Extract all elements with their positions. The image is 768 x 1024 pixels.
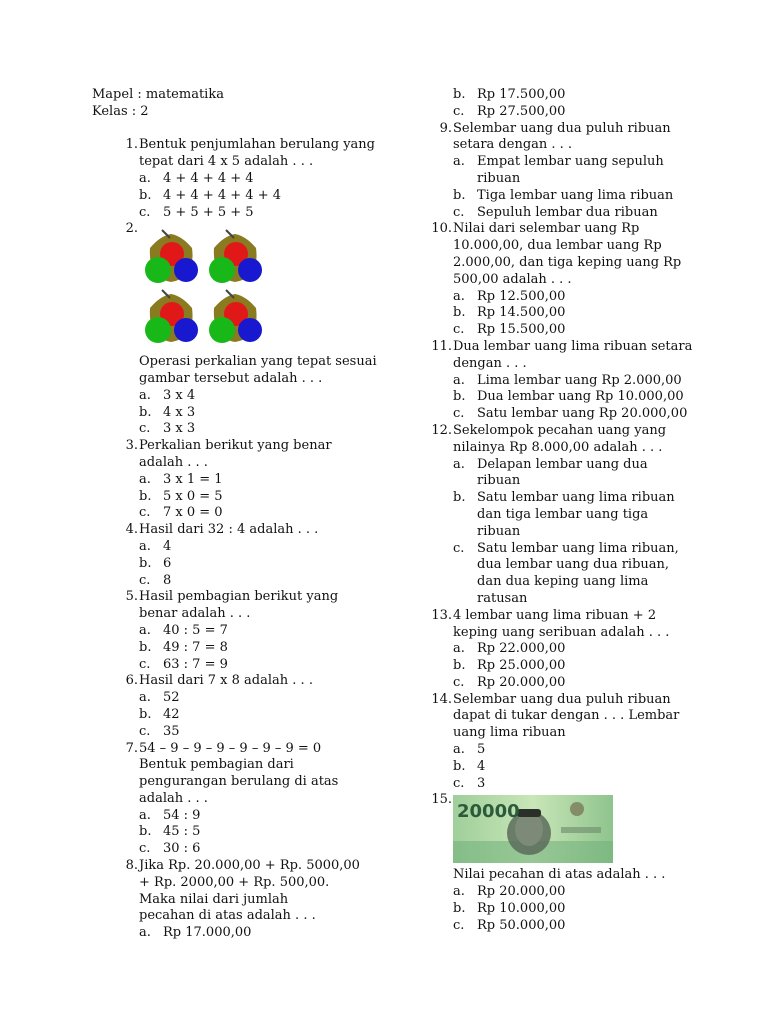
option-b: b. 5 x 0 = 5 xyxy=(139,488,223,504)
option-a: a. 54 : 9 xyxy=(139,807,201,823)
option-b: b. Rp 14.500,00 xyxy=(453,305,566,321)
bag-of-balls-image xyxy=(140,228,202,284)
option-c: c. 63 : 7 = 9 xyxy=(139,656,228,672)
option-c: c. 3 x 3 xyxy=(139,421,196,437)
left-column: Mapel : matematika Kelas : 2 1. Bentuk penjumlahan berulang yang tepat dari 4 x 5 adalah . . . a. 4 + 4 + 4 + 4 b. 4 + 4 + 4 + 4 + 4 c. 5 + 5 + 5 + 5 2. Operasi perkalian yang tepat sesuai gambar tersebut adalah . . . a. 3 x 4 b. 4 x 3 c. 3 x 3 3. Perkalian berikut yang benar adalah . . . a. 3 x 1 = 1 b. 5 x 0 = 5 c. 7 x 0 = 0 4. Hasil dari 32 : 4 adalah . . . a. 4 b. 6 c. 8 5. Hasil pembagian berikut yang benar adalah . . . a. 40 : 5 = 7 b. 49 : 7 = 8 c. 63 : 7 = 9 6. Hasil dari 7 x 8 adalah . . . a. 52 b. 42 c. 35 7. 54 – 9 – 9 – 9 – 9 – 9 – 9 = 0 Bentuk pembagian dari pengurangan berulang di atas adalah . . . a. 54 : 9 b. 45 : 5 c. 30 : 6 8. Jika Rp. 20.000,00 + Rp. 5000,00 + Rp. 2000,00 + Rp. 500,00. Maka nilai dari jumlah pecahan di atas adalah . . . a. Rp 17.000,00 xyxy=(92,87,392,942)
option-a: a. Lima lembar uang Rp 2.000,00 xyxy=(453,372,682,388)
option-a: a. Rp 22.000,00 xyxy=(453,641,566,657)
question-6: 6. Hasil dari 7 x 8 adalah . . . xyxy=(125,673,313,689)
question-8: 8. Jika Rp. 20.000,00 + Rp. 5000,00 xyxy=(125,858,360,874)
option-a: a. Rp 12.500,00 xyxy=(453,288,566,304)
bag-of-balls-image xyxy=(204,288,266,344)
option-b: b. 4 xyxy=(453,758,486,774)
question-3: 3. Perkalian berikut yang benar xyxy=(125,438,332,454)
class-line: Kelas : 2 xyxy=(92,103,149,119)
option-b: b. Rp 10.000,00 xyxy=(453,900,566,916)
option-a: a. Empat lembar uang sepuluh xyxy=(453,154,664,170)
question-1: 1. Bentuk penjumlahan berulang yang xyxy=(125,137,376,153)
option-b: b. Rp 25.000,00 xyxy=(453,658,566,674)
question-9: 9. Selembar uang dua puluh ribuan xyxy=(439,120,671,136)
option-a: a. Rp 20.000,00 xyxy=(453,884,566,900)
bags-illustration xyxy=(92,238,392,354)
option-b: b. 6 xyxy=(139,555,172,571)
option-b: b. 45 : 5 xyxy=(139,824,201,840)
option-b: b. 49 : 7 = 8 xyxy=(139,639,228,655)
option-a: a. 5 xyxy=(453,742,486,758)
question-4: 4. Hasil dari 32 : 4 adalah . . . xyxy=(125,522,319,538)
option-b: b. Satu lembar uang lima ribuan xyxy=(453,490,675,506)
option-b: b. 42 xyxy=(139,706,180,722)
option-c: c. Rp 15.500,00 xyxy=(453,322,566,338)
option-c: c. 8 xyxy=(139,572,172,588)
question-13: 13. 4 lembar uang lima ribuan + 2 xyxy=(431,607,657,623)
option-b: b. Dua lembar uang Rp 10.000,00 xyxy=(453,389,684,405)
question-2: 2. xyxy=(125,221,138,237)
option-c: c. Satu lembar uang Rp 20.000,00 xyxy=(453,406,688,422)
bag-of-balls-image xyxy=(204,228,266,284)
option-c: c. Rp 50.000,00 xyxy=(453,917,566,933)
question-10: 10. Nilai dari selembar uang Rp xyxy=(431,221,640,237)
banknote-image xyxy=(453,795,613,863)
question-14: 14. Selembar uang dua puluh ribuan xyxy=(431,691,671,707)
option-a: a. Delapan lembar uang dua xyxy=(453,456,648,472)
question-5: 5. Hasil pembagian berikut yang xyxy=(125,589,339,605)
option-c: c. 35 xyxy=(139,723,180,739)
option-b: b. 4 + 4 + 4 + 4 + 4 xyxy=(139,187,281,203)
option-c: c. 30 : 6 xyxy=(139,841,201,857)
option-a: a. 4 xyxy=(139,538,172,554)
option-b: b. Tiga lembar uang lima ribuan xyxy=(453,187,674,203)
option-a: a. 4 + 4 + 4 + 4 xyxy=(139,170,254,186)
bag-of-balls-image xyxy=(140,288,202,344)
banknote-value: 20000 xyxy=(457,801,520,822)
option-b: b. Rp 17.500,00 xyxy=(453,87,566,102)
option-a: a. 40 : 5 = 7 xyxy=(139,622,228,638)
option-c: c. Rp 20.000,00 xyxy=(453,674,566,690)
question-12: 12. Sekelompok pecahan uang yang xyxy=(431,422,667,438)
option-a: a. 52 xyxy=(139,690,180,706)
option-a: a. Rp 17.000,00 xyxy=(139,925,252,941)
option-c: c. 5 + 5 + 5 + 5 xyxy=(139,204,254,220)
option-c: c. 7 x 0 = 0 xyxy=(139,505,223,521)
right-column: b. Rp 17.500,00 c. Rp 27.500,00 9. Selembar uang dua puluh ribuan setara dengan . . . a. Empat lembar uang sepuluh ribuan b. Tiga lembar uang lima ribuan c. Sepuluh lembar dua ribuan 10. Nilai dari selembar uang Rp 10.000,00, dua lembar uang Rp 2.000,00, dan tiga keping uang Rp 500,00 adalah . . . a. Rp 12.500,00 b. Rp 14.500,00 c. Rp 15.500,00 11. Dua lembar uang lima ribuan setara dengan . . . a. Lima lembar uang Rp 2.000,00 b. Dua lembar uang Rp 10.000,00 c. Satu lembar uang Rp 20.000,00 12. Sekelompok pecahan uang yang nilainya Rp 8.000,00 adalah . . . a. Delapan lembar uang dua ribuan b. Satu lembar uang lima ribuan dan tiga lembar uang tiga ribuan c. Satu lembar uang lima ribuan, dua lembar uang dua ribuan, dan dua keping uang lima ratusan 13. 4 lembar uang lima ribuan + 2 keping uang seribuan adalah . . . a. Rp 22.000,00 b. Rp 25.000,00 c. Rp 20.000,00 14. Selembar uang dua puluh ribuan dapat di tukar dengan . . . Lembar uang lima ribuan a. 5 b. 4 c. 3 15. Nilai pecahan di atas adalah . . . a. Rp 20.000,00 b. Rp 10.000,00 c. Rp 50.000,00 xyxy=(428,87,728,934)
option-a: a. 3 x 1 = 1 xyxy=(139,471,223,487)
option-c: c. 3 xyxy=(453,775,486,791)
question-7: 7. 54 – 9 – 9 – 9 – 9 – 9 – 9 = 0 xyxy=(125,740,322,756)
option-b: b. 4 x 3 xyxy=(139,404,196,420)
subject-line: Mapel : matematika xyxy=(92,87,224,102)
option-c: c. Rp 27.500,00 xyxy=(453,103,566,119)
question-11: 11. Dua lembar uang lima ribuan setara xyxy=(431,338,693,354)
question-15: 15. xyxy=(431,792,452,808)
option-a: a. 3 x 4 xyxy=(139,387,196,403)
option-c: c. Sepuluh lembar dua ribuan xyxy=(453,204,658,220)
option-c: c. Satu lembar uang lima ribuan, xyxy=(453,540,679,556)
